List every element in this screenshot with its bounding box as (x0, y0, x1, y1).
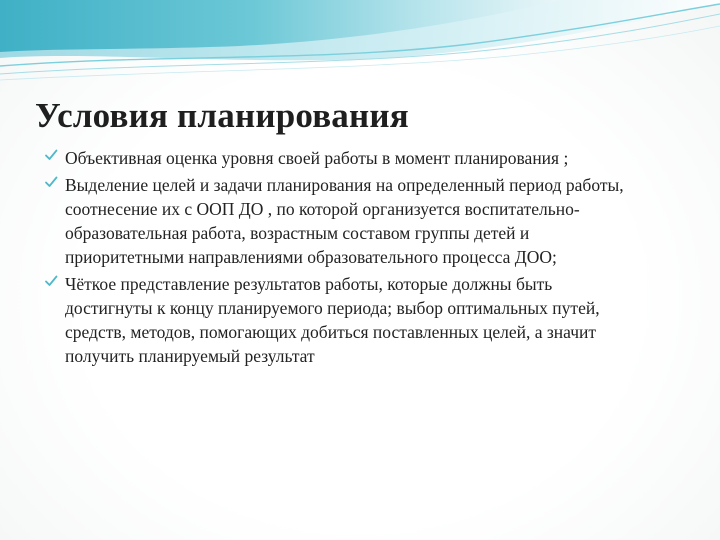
check-mark-icon (44, 148, 58, 162)
bullet-list (44, 146, 644, 371)
bullet-item (44, 146, 644, 170)
check-mark-icon (44, 175, 58, 189)
check-mark-icon (44, 274, 58, 288)
bullet-item (44, 173, 644, 269)
bullet-text: Выделение целей и задачи планирования на определенный период работы, соотнесение их с ООП ДО , по которой организуется воспитательно- образовательная работа, возрастным составом группы детей и приоритетными направлениями образовательного процесса ДОО; (65, 175, 624, 267)
bullet-text: Чёткое представление результатов работы, которые должны быть достигнуты к концу планируемого периода; выбор оптимальных путей, средств, методов, помогающих добиться поставленных целей, а значит получить планируемый результат (65, 274, 600, 366)
slide-title: Условия планирования (35, 96, 409, 135)
header-wave-decoration (0, 0, 720, 90)
bullet-text: Объективная оценка уровня своей работы в момент планирования ; (65, 148, 569, 168)
bullet-item (44, 272, 644, 368)
